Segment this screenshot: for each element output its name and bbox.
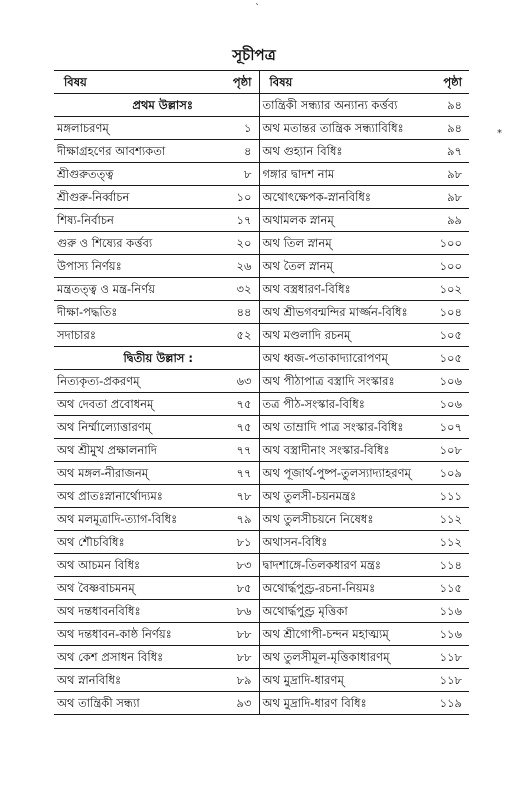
left-entry-page: ৮৮ [201,623,259,646]
left-entry-page: ৯৩ [201,692,259,715]
left-entry-title: মঙ্গলাচরণম্ [54,117,201,140]
table-row [54,347,469,370]
left-entry-page: ১ [201,117,259,140]
right-entry-title: অথ তাম্রাদি পাত্র সংস্কার-বিধিঃ [259,416,414,439]
right-entry-title: অথোৎক্ষেপক-স্নানবিধিঃ [259,186,414,209]
right-entry-page: ১০৮ [414,439,469,462]
right-entry-page: ১০৯ [414,462,469,485]
left-entry-page [201,94,259,117]
right-entry-title: অথ মুদ্রাদি-ধারণ বিধিঃ [259,692,414,715]
right-entry-page: ১১২ [414,531,469,554]
table-row [54,324,469,347]
right-entry-title: অথামলক স্নানম্ [259,209,414,232]
left-entry-page: ৪ [201,140,259,163]
left-entry-page: ১০ [201,186,259,209]
table-row [54,163,469,186]
left-entry-title: দীক্ষাগ্রহণের আবশ্যকতা [54,140,201,163]
right-entry-title: অথ মতান্তর তান্ত্রিক সন্ধ্যাবিধিঃ [259,117,414,140]
left-entry-title: অথ মলমূত্রাদি-ত্যাগ-বিধিঃ [54,508,201,531]
left-entry-title: অথ দেবতা প্রবোধনম্ [54,393,201,416]
right-entry-page: ১১৬ [414,623,469,646]
right-entry-title: অথোর্দ্ধপুণ্ড্র-রচনা-নিয়মঃ [259,577,414,600]
table-row [54,370,469,393]
left-entry-title: অথ বৈষ্ণবাচমনম্ [54,577,201,600]
left-entry-title: অথ স্নানবিধিঃ [54,669,201,692]
contents-table [54,70,469,715]
left-entry-title: অথ প্রাতঃস্নানার্থোদ্যমঃ [54,485,201,508]
left-entry-page: ৮১ [201,531,259,554]
table-row [54,278,469,301]
right-entry-page: ৯৪ [414,94,469,117]
left-entry-title: অথ আচমন বিধিঃ [54,554,201,577]
left-entry-title: সদাচারঃ [54,324,201,347]
table-row [54,646,469,669]
right-entry-page: ১১৮ [414,669,469,692]
left-entry-page: ৮৬ [201,600,259,623]
right-entry-title: দ্বাদশাঙ্গে-তিলকধারণ মন্ত্রঃ [259,554,414,577]
right-entry-page: ৯৪ [414,117,469,140]
table-row [54,416,469,439]
left-entry-page: ৮ [201,163,259,186]
right-entry-page: ১০০ [414,255,469,278]
left-entry-page: ৮৩ [201,554,259,577]
left-entry-page: ৭৭ [201,462,259,485]
table-row [54,439,469,462]
left-entry-page: ৮৫ [201,577,259,600]
right-entry-title: অথোর্দ্ধপুণ্ড্র মৃত্তিকা [259,600,414,623]
right-entry-page: ১১৫ [414,577,469,600]
left-entry-page: ৭৯ [201,508,259,531]
right-entry-title: গঙ্গার দ্বাদশ নাম [259,163,414,186]
right-entry-page: ৯৭ [414,140,469,163]
left-entry-title: অথ নির্ম্মাল্যোত্তারণম্ [54,416,201,439]
left-entry-title: শ্রীগুরু-নির্ব্বাচন [54,186,201,209]
table-row [54,692,469,715]
table-row [54,255,469,278]
right-entry-page: ১১৬ [414,600,469,623]
right-page-header: পৃষ্ঠা [414,71,469,94]
right-entry-title: অথ মুদ্রাদি-ধারণম্ [259,669,414,692]
right-subject-header: বিষয় [259,71,414,94]
section-heading: প্রথম উল্লাসঃ [54,94,201,117]
left-entry-title: শিষ্য-নির্বাচন [54,209,201,232]
header-row [54,71,469,94]
left-entry-title: অথ শৌচবিধিঃ [54,531,201,554]
table-row [54,393,469,416]
right-entry-title: অথ পীঠাপাত্র বস্ত্রাদি সংস্কারঃ [259,370,414,393]
right-entry-title: অথ গুহ্যান বিধিঃ [259,140,414,163]
right-entry-page: ১১২ [414,508,469,531]
left-page-header: পৃষ্ঠা [201,71,259,94]
table-row [54,577,469,600]
left-entry-title: অথ কেশ প্রসাধন বিধিঃ [54,646,201,669]
right-entry-page: ১১১ [414,485,469,508]
left-subject-header: বিষয় [54,71,201,94]
table-row [54,669,469,692]
page-title: সূচীপত্র [232,46,276,64]
left-entry-page: ৮৮ [201,646,259,669]
right-entry-page: ৯৯ [414,209,469,232]
left-entry-page: ৮৯ [201,669,259,692]
table-row [54,485,469,508]
left-entry-title: নিত্যকৃত্য-প্রকরণম্ [54,370,201,393]
right-entry-title: তান্ত্রিকী সন্ধ্যার অন্যান্য কর্ত্তব্য [259,94,414,117]
left-entry-page [201,347,259,370]
right-entry-page: ৯৮ [414,163,469,186]
section-heading: দ্বিতীয় উল্লাস : [54,347,201,370]
left-entry-page: ১৭ [201,209,259,232]
left-entry-title: উপাস্য নির্ণয়ঃ [54,255,201,278]
contents-body [54,71,469,715]
left-entry-page: ৬৩ [201,370,259,393]
left-entry-title: অথ দন্তধাবন-কাষ্ঠ নির্ণয়ঃ [54,623,201,646]
table-row [54,508,469,531]
left-entry-title: দীক্ষা-পদ্ধতিঃ [54,301,201,324]
left-entry-title: শ্রীগুরুতত্ত্ব [54,163,201,186]
right-entry-page: ১০৫ [414,347,469,370]
right-entry-title: অথ তুলসীমূল-মৃত্তিকাধারণম্ [259,646,414,669]
right-entry-page: ৯৮ [414,186,469,209]
table-row [54,531,469,554]
left-entry-page: ৪৪ [201,301,259,324]
left-entry-title: গুরু ও শিষ্যের কর্ত্তব্য [54,232,201,255]
right-entry-page: ১১৯ [414,692,469,715]
right-entry-page: ১০৪ [414,301,469,324]
right-entry-title: অথ শ্রীগোপী-চন্দন মহাত্ম্যম্ [259,623,414,646]
left-entry-page: ৭৫ [201,393,259,416]
left-entry-page: ৭৫ [201,416,259,439]
left-entry-title: অথ তান্ত্রিকী সন্ধ্যা [54,692,201,715]
left-entry-page: ৭৮ [201,485,259,508]
right-entry-title: অথ তুলসীচয়নে নিষেধঃ [259,508,414,531]
right-entry-title: অথ পূজার্থ-পুষ্প-তুলস্যাদ্যাহরণম্ [259,462,414,485]
table-row [54,140,469,163]
margin-mark: * [497,128,502,139]
right-entry-page: ১০০ [414,232,469,255]
left-entry-page: ২৬ [201,255,259,278]
right-entry-title: অথ শ্রীভগবন্মন্দির মার্জ্জন-বিধিঃ [259,301,414,324]
left-entry-page: ২০ [201,232,259,255]
right-entry-title: অথ বস্ত্রধারণ-বিধিঃ [259,278,414,301]
table-row [54,232,469,255]
table-row [54,600,469,623]
right-entry-title: অথ মণ্ডলাদি রচনম্ [259,324,414,347]
right-entry-title: তত্র পীঠ-সংস্কার-বিধিঃ [259,393,414,416]
right-entry-title: অথ বস্ত্রাদীনাং সংস্কার-বিধিঃ [259,439,414,462]
right-entry-title: অথ তুলসী-চয়নমন্ত্রঃ [259,485,414,508]
left-entry-page: ৩২ [201,278,259,301]
left-entry-title: অথ শ্রীমুখ প্রক্ষালনাদি [54,439,201,462]
right-entry-title: অথ তৈল স্নানম্ [259,255,414,278]
right-entry-title: অথ তিল স্নানম্ [259,232,414,255]
table-row [54,186,469,209]
table-row [54,117,469,140]
right-entry-title: অথ ধ্বজ-পতাকাদ্যারোপণম্ [259,347,414,370]
right-entry-page: ১০৭ [414,416,469,439]
right-entry-page: ১১৪ [414,554,469,577]
table-row [54,209,469,232]
left-entry-page: ৭৭ [201,439,259,462]
table-row [54,623,469,646]
left-entry-page: ৫২ [201,324,259,347]
table-row [54,462,469,485]
right-entry-page: ১০৫ [414,324,469,347]
top-mark: ` [255,3,260,14]
left-entry-title: অথ দন্তধাবনবিধিঃ [54,600,201,623]
left-entry-title: মন্ত্রতত্ত্ব ও মন্ত্র-নির্ণয় [54,278,201,301]
right-entry-page: ১০৬ [414,393,469,416]
right-entry-page: ১০৬ [414,370,469,393]
table-row [54,301,469,324]
right-entry-page: ১০২ [414,278,469,301]
right-entry-title: অথাসন-বিধিঃ [259,531,414,554]
left-entry-title: অথ মঙ্গল-নীরাজনম্ [54,462,201,485]
table-row [54,554,469,577]
table-row [54,94,469,117]
right-entry-page: ১১৮ [414,646,469,669]
